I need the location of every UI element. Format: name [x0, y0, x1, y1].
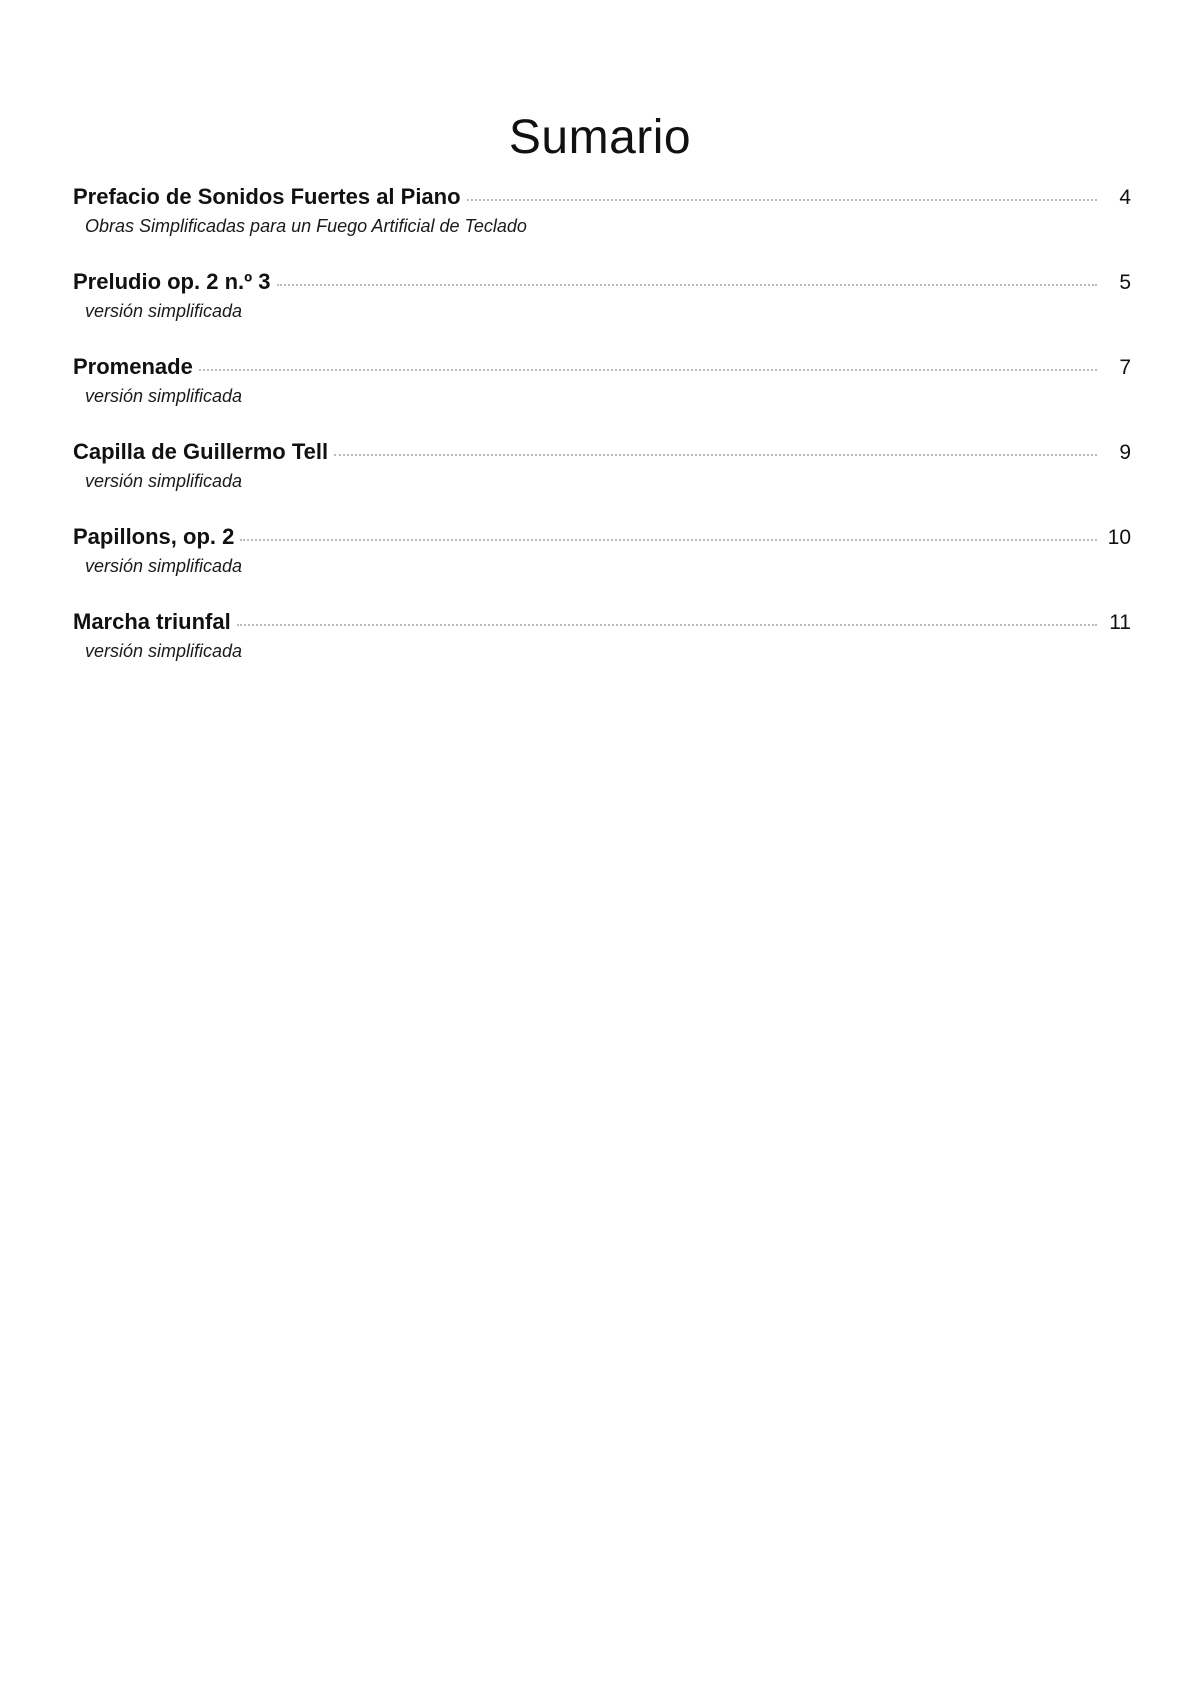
toc-entry-title: Promenade — [73, 354, 193, 379]
toc-entry-title: Prefacio de Sonidos Fuertes al Piano — [73, 184, 461, 209]
toc-entry-subtitle: versión simplificada — [85, 471, 243, 491]
toc-entry-title: Preludio op. 2 n.º 3 — [73, 269, 271, 294]
dot-leader — [334, 453, 1097, 456]
toc-entry[interactable] — [73, 184, 1131, 269]
table-of-contents — [73, 184, 1131, 694]
dot-leader — [277, 283, 1097, 286]
toc-entry[interactable] — [73, 609, 1131, 694]
dot-leader — [467, 198, 1097, 201]
toc-page-number: 9 — [1119, 441, 1131, 464]
toc-entry[interactable] — [73, 269, 1131, 354]
toc-line — [73, 269, 1131, 299]
toc-entry-title: Capilla de Guillermo Tell — [73, 439, 329, 464]
toc-page-number: 10 — [1107, 526, 1131, 549]
toc-line — [73, 184, 1131, 214]
toc-line — [73, 524, 1131, 554]
toc-entry-subtitle: versión simplificada — [85, 301, 243, 321]
toc-line — [73, 439, 1131, 469]
toc-page-number: 4 — [1119, 186, 1131, 209]
toc-entry[interactable] — [73, 439, 1131, 524]
dot-leader — [240, 538, 1097, 541]
toc-line — [73, 354, 1131, 384]
toc-page-number: 11 — [1109, 611, 1131, 634]
toc-entry[interactable] — [73, 524, 1131, 609]
toc-entry-subtitle: versión simplificada — [85, 386, 243, 406]
toc-entry-title: Marcha triunfal — [73, 609, 231, 634]
toc-entry-subtitle: versión simplificada — [85, 556, 243, 576]
toc-entry-subtitle: versión simplificada — [85, 641, 243, 661]
toc-line — [73, 609, 1131, 639]
toc-page-number: 7 — [1119, 356, 1131, 379]
dot-leader — [237, 623, 1097, 626]
dot-leader — [199, 368, 1097, 371]
toc-entry-subtitle: Obras Simplificadas para un Fuego Artificial de Teclado — [85, 216, 527, 236]
toc-entry[interactable] — [73, 354, 1131, 439]
toc-entry-title: Papillons, op. 2 — [73, 524, 235, 549]
toc-page-number: 5 — [1119, 271, 1131, 294]
page-title: Sumario — [508, 111, 692, 165]
